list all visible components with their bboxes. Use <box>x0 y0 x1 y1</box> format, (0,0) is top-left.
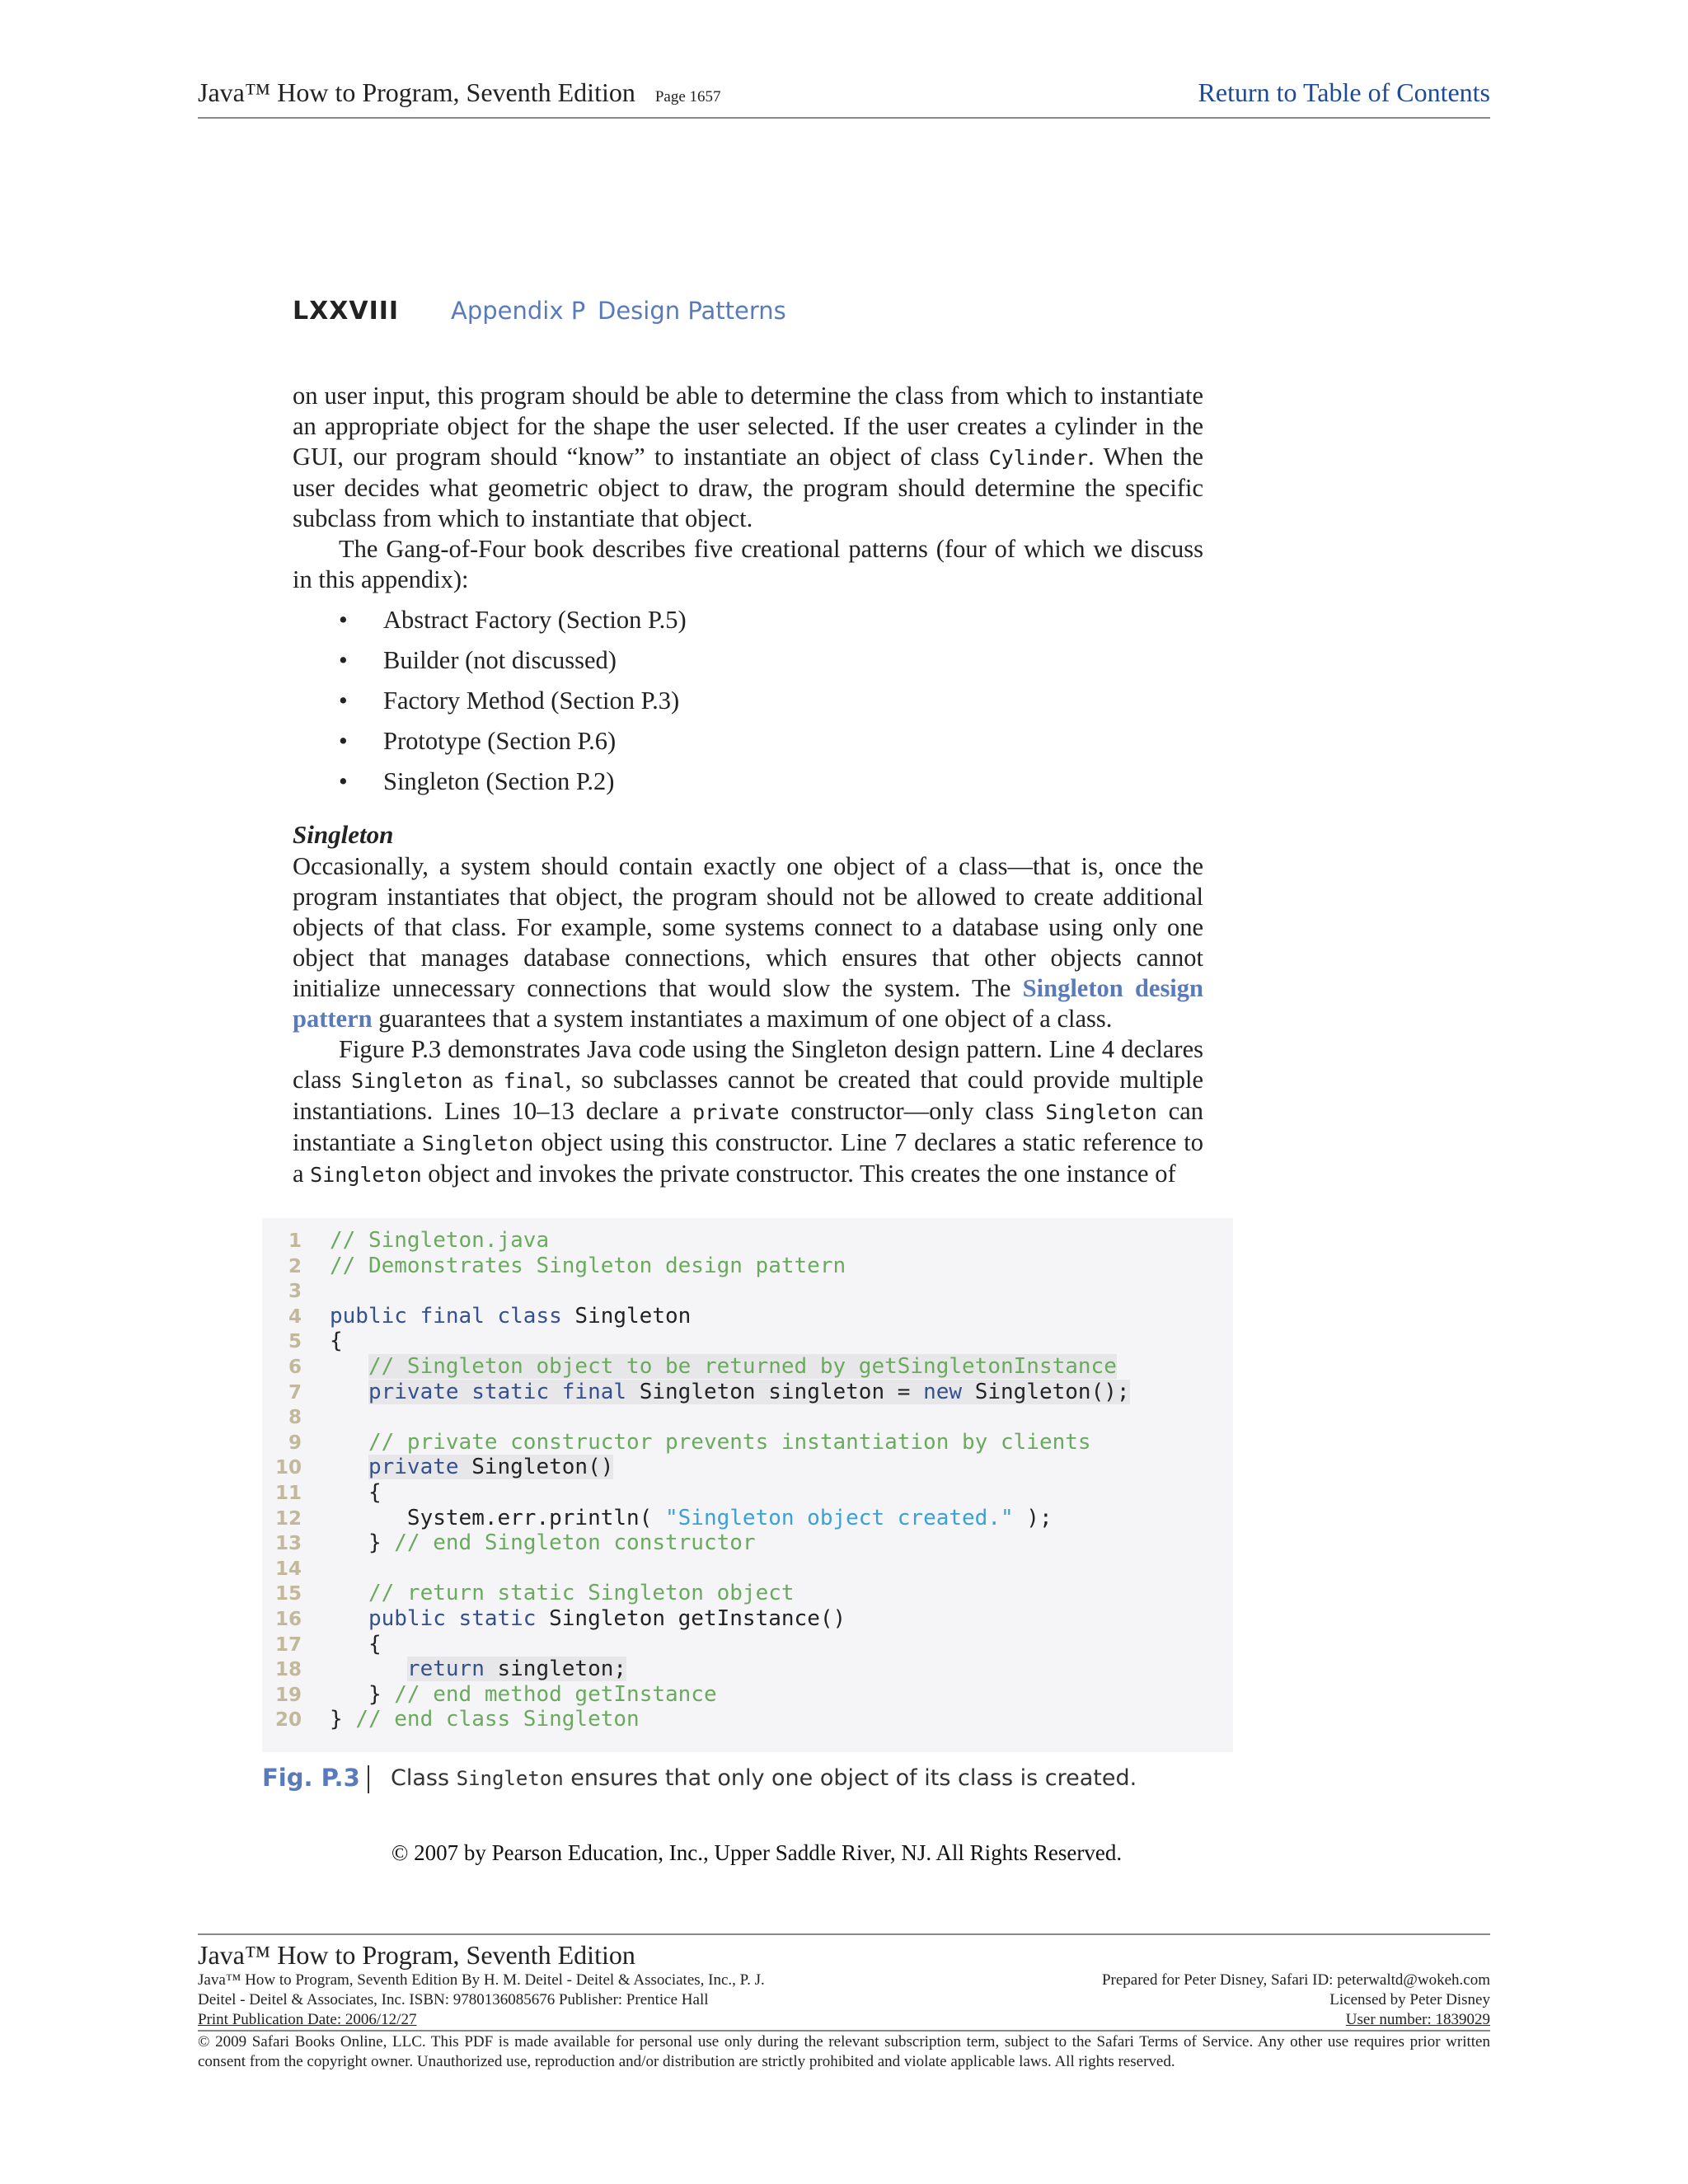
code-line: 16 public static Singleton getInstance() <box>274 1606 846 1631</box>
bullet-icon: • <box>339 727 348 755</box>
list-item: • Prototype (Section P.6) <box>293 721 1203 762</box>
bullet-icon: • <box>339 606 348 634</box>
bullet-icon: • <box>339 687 348 715</box>
code-listing <box>262 1218 1233 1752</box>
caption-text: Class Singleton ensures that only one object of its class is created. <box>391 1765 1137 1791</box>
list-item: • Singleton (Section P.2) <box>293 762 1203 802</box>
bullet-icon: • <box>339 767 348 795</box>
roman-page-number: LXXVIII <box>293 297 400 326</box>
code-line: 11 { <box>274 1480 382 1505</box>
page-footer <box>198 1933 1490 2070</box>
paragraph-3: Occasionally, a system should contain exactly one object of a class—that is, once the program instantiates that object, the program should not be allowed to create additional objects of that class. For example, some systems connect to a database using only one object that manages database connections, which ensures that other objects cannot initialize unnecessary connections that would slow the system. The Singleton design pattern guarantees that a system instantiates a maximum of one object of a class. <box>293 852 1203 1033</box>
list-item: • Builder (not discussed) <box>293 640 1203 681</box>
figure-label: Fig. P.3 <box>262 1764 360 1792</box>
footer-legal-text: © 2009 Safari Books Online, LLC. This PDF is made available for personal use only during the relevant subscription term, subject to the Safari Terms of Service. Any other use requires prior written consent from the copyright owner. Unauthorized use, reproduction and/or distribution are strictly prohibited and violate applicable laws. All rights reserved. <box>198 2033 1490 2070</box>
code-line: 10 private Singleton() <box>274 1455 614 1480</box>
creational-patterns-list <box>293 600 1203 802</box>
footer-divider <box>198 2030 1490 2032</box>
code-line: 19 } // end method getInstance <box>274 1681 717 1707</box>
code-line: 2 // Demonstrates Singleton design pattern <box>288 1253 846 1278</box>
code-line: 20 } // end class Singleton <box>274 1707 640 1732</box>
appendix-title: Design Patterns <box>598 297 786 325</box>
footer-license-info: Prepared for Peter Disney, Safari ID: peterwaltd@wokeh.com Licensed by Peter Disney User number: 1839029 <box>1101 1971 1490 2028</box>
code-line: 4 public final class Singleton <box>288 1303 692 1329</box>
code-line: 18 return singleton; <box>274 1657 627 1682</box>
code-line: 14 <box>274 1558 302 1580</box>
paragraph-1: on user input, this program should be able to determine the class from which to instantiate an appropriate object for the shape the user selected. If the user creates a cylinder in the GUI, our program should “know” to instantiate an object of class Cylinder. When the user decides what geometric object to draw, the program should determine the specific subclass from which to instantiate that object. <box>293 382 1203 532</box>
list-item: • Abstract Factory (Section P.5) <box>293 600 1203 640</box>
page-header <box>198 73 1490 119</box>
caption-divider <box>368 1765 369 1793</box>
footer-publication-info: Java™ How to Program, Seventh Edition By H. M. Deitel - Deitel & Associates, Inc., P. J. Deitel - Deitel & Associates, Inc. ISBN: 9780136085676 Publisher: Prentice Hall Print Publication Date: 2006/12/27 <box>198 1971 765 2028</box>
bullet-icon: • <box>339 646 348 674</box>
code-line: 17 { <box>274 1631 382 1657</box>
running-head <box>293 297 1232 338</box>
code-line: 15 // return static Singleton object <box>274 1581 795 1606</box>
code-line: 3 <box>288 1281 302 1303</box>
list-item: • Factory Method (Section P.3) <box>293 681 1203 721</box>
code-line: 8 <box>288 1407 302 1429</box>
footer-book-title: Java™ How to Program, Seventh Edition <box>198 1940 635 1970</box>
paragraph-4: Figure P.3 demonstrates Java code using the Singleton design pattern. Line 4 declares class Singleton as final, so subclasses cannot be created that could provide multiple instantiations. Lines 10–13 declare a private constructor—only class Singleton can instantiate a Singleton object using this constructor. Line 7 declares a static reference to a Singleton object and invokes the private constructor. This creates the one instance of <box>293 1035 1204 1188</box>
code-line: 12 System.err.println( "Singleton object created." ); <box>274 1505 1053 1530</box>
code-line: 13 } // end Singleton constructor <box>274 1530 756 1556</box>
code-line: 6 // Singleton object to be returned by getSingletonInstance <box>288 1354 1117 1379</box>
page-number: Page 1657 <box>654 88 721 105</box>
figure-caption <box>262 1764 1334 1797</box>
key-term: Singleton design pattern <box>293 974 1203 1033</box>
section-heading: Singleton <box>293 820 394 849</box>
paragraph-2: The Gang-of-Four book describes five creational patterns (four of which we discuss in this appendix): <box>293 535 1203 593</box>
code-line: 5 { <box>288 1329 343 1354</box>
code-line: 7 private static final Singleton singleton = new Singleton(); <box>288 1379 1130 1404</box>
code-line: 9 // private constructor prevents instantiation by clients <box>288 1429 1091 1455</box>
book-title: Java™ How to Program, Seventh Edition Page 1657 <box>198 77 721 107</box>
code-line: 1 // Singleton.java <box>288 1228 550 1253</box>
appendix-label: Appendix P <box>451 297 586 325</box>
body-text <box>293 381 1203 1190</box>
return-to-toc-link[interactable]: Return to Table of Contents <box>1198 77 1490 107</box>
copyright-notice: © 2007 by Pearson Education, Inc., Upper Saddle River, NJ. All Rights Reserved. <box>391 1840 1123 1865</box>
